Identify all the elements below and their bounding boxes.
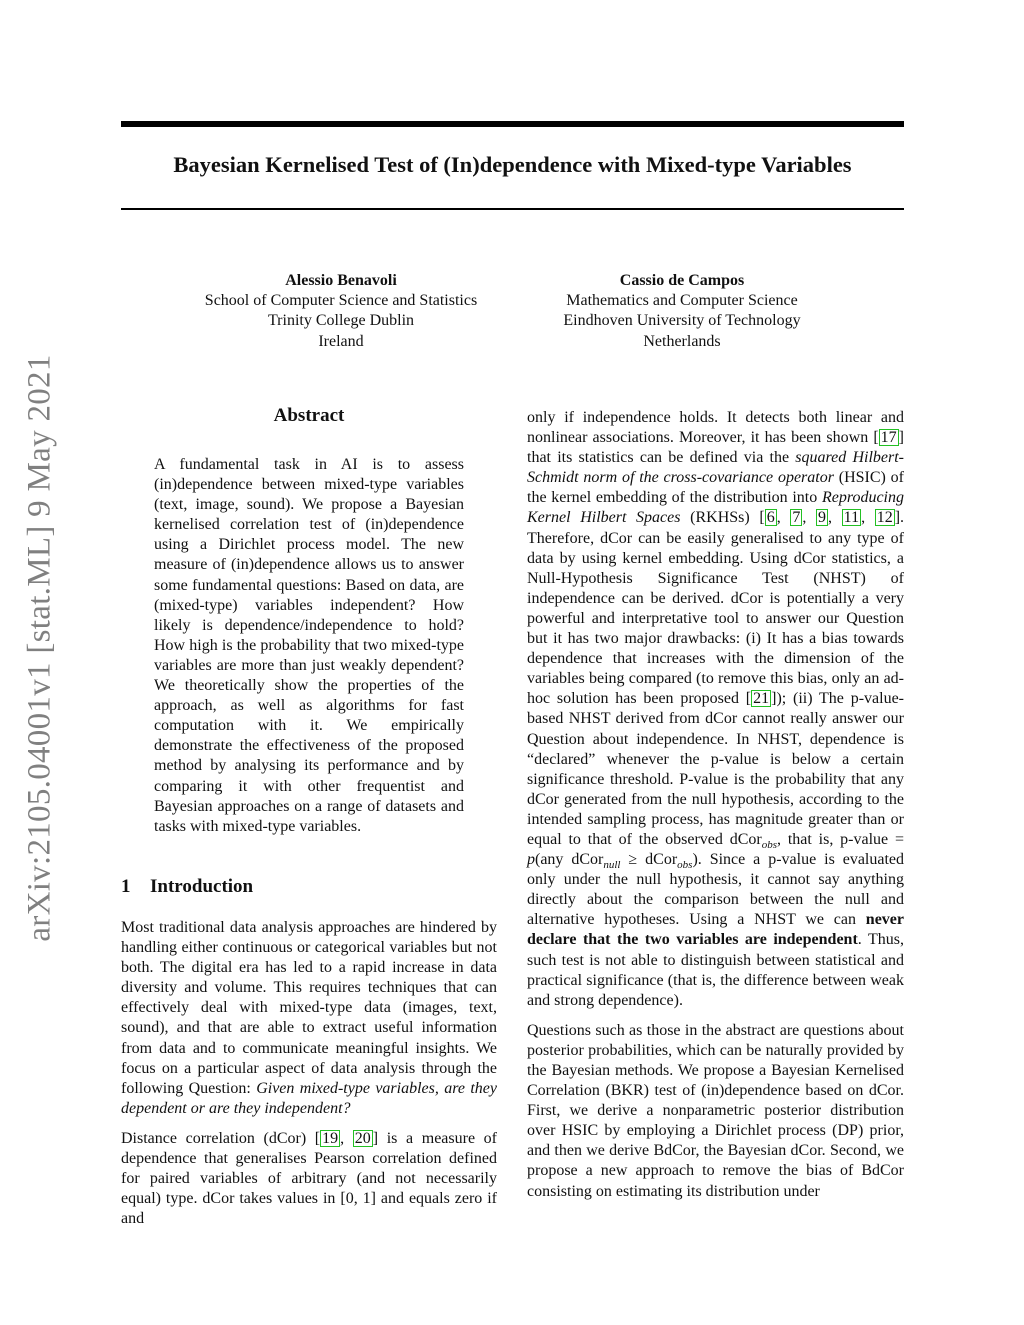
text-run: only if independence holds. It detects both linear and nonlinear associations. Moreover, it has been shown [: [527, 409, 904, 447]
citation-link-11[interactable]: 11: [843, 509, 860, 527]
text-run: (any dCor: [535, 851, 604, 869]
arxiv-stamp-text: arXiv:2105.04001v1 [stat.ML] 9 May 2021: [21, 354, 58, 942]
title-rule-bottom: [121, 208, 904, 210]
citation-link-6[interactable]: 6: [766, 509, 775, 527]
key-claim-bold: never declare that the two variables are independent: [527, 911, 904, 949]
text-run: (HSIC) of the kernel embedding of the distribution into: [527, 469, 905, 507]
citation-link-17[interactable]: 17: [880, 429, 897, 447]
author-country: Ireland: [318, 332, 364, 350]
intro-paragraph-2: [121, 1129, 497, 1229]
text-run: ,: [802, 509, 816, 527]
paper-title: Bayesian Kernelised Test of (In)dependence with Mixed-type Variables: [173, 152, 852, 177]
citation-link-7[interactable]: 7: [792, 509, 801, 527]
author-institution: Eindhoven University of Technology: [563, 312, 801, 330]
citation-link-20[interactable]: 20: [354, 1129, 371, 1147]
citation-link-19[interactable]: 19: [322, 1129, 339, 1147]
text-run: ,: [340, 1129, 353, 1147]
citation-link-21[interactable]: 21: [753, 690, 770, 708]
text-run: (RKHSs) [: [680, 509, 765, 527]
section-title: Introduction: [150, 876, 254, 897]
text-run: ,: [828, 509, 842, 527]
author-name: Cassio de Campos: [619, 272, 745, 289]
subscript-obs: obs: [761, 839, 777, 852]
text-run: ,: [861, 509, 875, 527]
citation-link-9[interactable]: 9: [818, 509, 826, 527]
subscript-null: null: [603, 859, 621, 872]
text-run: Most traditional data analysis approaches are hindered by handling either continuous or categorical variables but not both. The digital era has led to a rapid increase in data diversity and volume. This requires techniques that can effectively deal with mixed-type data (images, text, sound), and that are able to extract useful information from data and to communicate meaningful insights. We focus on a particular aspect of data analysis through the following Question:: [121, 919, 497, 1097]
text-run: ). Since a p-value is evaluated only under the null hypothesis, it cannot say anything directly about the comparison between the null and alternative hypotheses. Using a NHST we can: [527, 851, 905, 929]
author-block-1: [176, 271, 506, 352]
right-column-body: [527, 408, 904, 1202]
section-number: 1: [121, 876, 131, 897]
math-p: p: [527, 851, 535, 869]
text-run: ≥ dCor: [620, 851, 678, 869]
author-country: Netherlands: [643, 332, 721, 350]
text-run: ] that its statistics can be defined via the: [527, 429, 904, 467]
author-name: Alessio Benavoli: [285, 272, 397, 289]
abstract-heading: Abstract: [273, 405, 345, 426]
author-dept: School of Computer Science and Statistics: [204, 292, 478, 310]
text-run: ]); (ii) The p-value-based NHST derived from dCor cannot really answer our Question about independence. In NHST, dependence is “declared” whenever the p-value is below a certain significance threshold. P-value is the probability that any dCor generated from the null hypothesis, according to the intended sampling process, has magnitude greater than or equal to that of the observed dCor: [527, 690, 904, 848]
subscript-obs: obs: [677, 859, 693, 872]
intro-paragraph-1: [121, 918, 497, 1119]
author-block-2: [517, 271, 847, 352]
text-run: . Thus, such test is not able to distinguish between statistical and practical significance (that is, the difference between weak and strong dependence).: [527, 931, 905, 1009]
text-run: ,: [776, 509, 791, 527]
text-run: Distance correlation (dCor) [: [121, 1129, 321, 1147]
author-institution: Trinity College Dublin: [267, 312, 415, 330]
title-rule-top: [121, 121, 904, 127]
text-run: ] is a measure of dependence that generalises Pearson correlation defined for paired variables of arbitrary (and not necessarily equal) type. dCor takes values in [0, 1] and equals zero if and: [121, 1129, 497, 1228]
bayesian-paragraph: Questions such as those in the abstract are questions about posterior probabilities, which can be naturally provided by the Bayesian methods. We propose a Bayesian Kernelised Correlation (BKR) test of (in)dependence based on dCor. First, we derive a nonparametric posterior distribution over HSIC by employing a Dirichlet process (DP) prior, and then we derive BdCor, the Bayesian dCor. Second, we propose a new approach to remove the bias of BdCor consisting on estimating its distribution under: [527, 1021, 904, 1200]
text-run: , that is, p-value =: [777, 830, 904, 848]
citation-link-12[interactable]: 12: [876, 509, 893, 527]
text-run: ]. Therefore, dCor can be easily generalised to any type of data by using kernel embedding. Using dCor statistics, a Null-Hypothesis Significance Test (NHST) of independence can be derived. dCor is potentially a very powerful and interpretative tool to answer our Question but it has two major drawbacks: (i) It has a bias towards dependence that increases with the dimension of the variables being compared (to remove this bias, only an ad-hoc solution has been proposed [: [527, 509, 905, 708]
section-heading-introduction: [121, 875, 497, 899]
author-dept: Mathematics and Computer Science: [566, 292, 798, 310]
abstract-text: A fundamental task in AI is to assess (in)dependence between mixed-type variables (text, image, sound). We propose a Bayesian kernelised correlation test of (in)dependence using a Dirichlet process model. The new measure of (in)dependence allows us to answer some fundamental questions: Based on data, are (mixed-type) variables independent? How likely is dependence/independence to hold? How high is the probability that two mixed-type variables are more than just weakly dependent? We theoretically show the properties of the approach, as well as algorithms for fast computation with it. We empirically demonstrate the effectiveness of the proposed method by analysing its performance and by comparing it with other frequentist and Bayesian approaches on a range of datasets and tasks with mixed-type variables.: [154, 456, 464, 835]
left-column-body: [121, 918, 497, 1229]
term-hsic: squared Hilbert-Schmidt norm of the cross-covariance operator: [527, 449, 904, 487]
term-rkhs: Reproducing Kernel Hilbert Spaces: [527, 489, 904, 527]
dcor-paragraph: [527, 408, 904, 1011]
question-emphasis: Given mixed-type variables, are they dependent or are they independent?: [121, 1079, 497, 1117]
